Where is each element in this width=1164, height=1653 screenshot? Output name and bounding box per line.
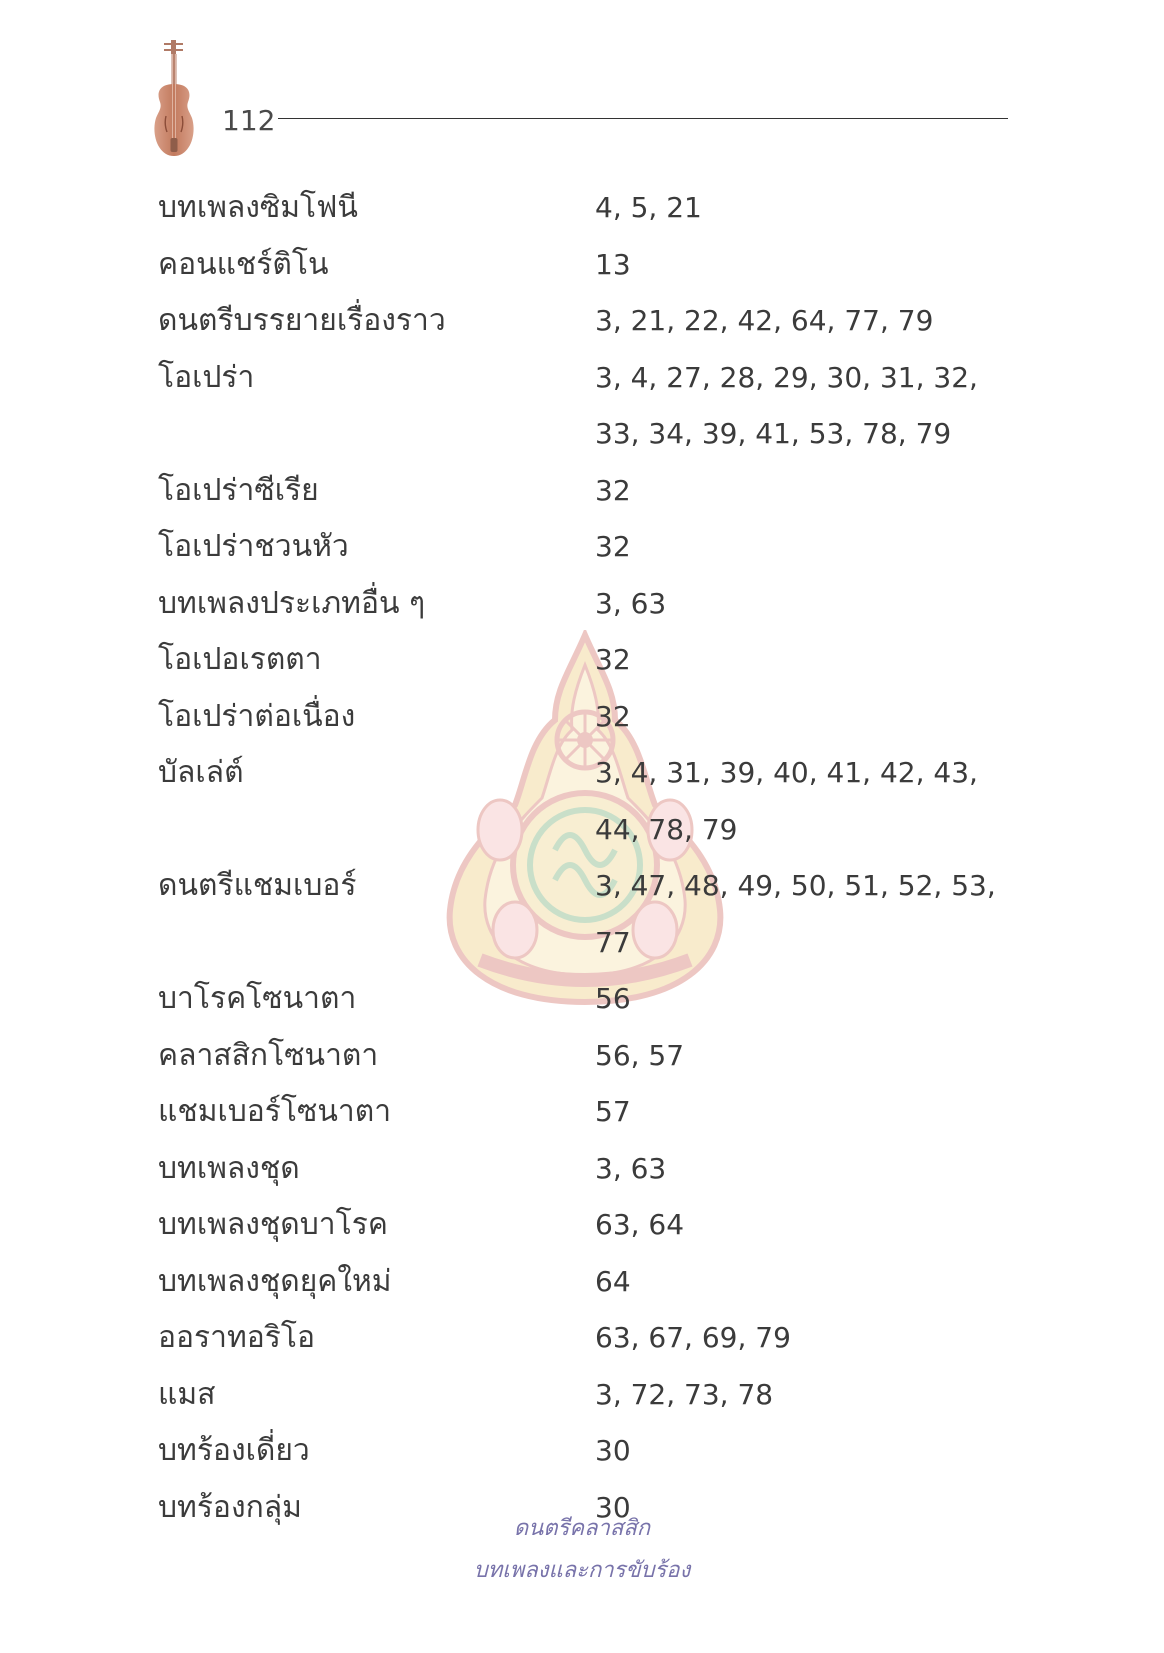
- index-term: โอเปร่าชวนหัว: [158, 529, 349, 564]
- index-term: บทเพลงชุด: [158, 1150, 300, 1186]
- index-row: [158, 576, 1018, 633]
- index-pages: 3, 21, 22, 42, 64, 77, 79: [595, 304, 934, 337]
- index-pages: 64: [595, 1264, 631, 1298]
- index-row: [158, 180, 1018, 237]
- index-row: [158, 1310, 1018, 1367]
- footer-book-title: ดนตรีคลาสสิก: [513, 1516, 651, 1541]
- index-term: บทเพลงชุดบาโรค: [158, 1207, 388, 1242]
- index-pages: 30: [595, 1434, 631, 1467]
- index-row: [158, 858, 1018, 971]
- index-term: บทร้องกลุ่ม: [158, 1489, 302, 1525]
- index-pages: 3, 63: [595, 586, 667, 620]
- index-term: บาโรคโซนาตา: [158, 981, 357, 1016]
- index-term: คอนแชร์ติโน: [158, 246, 329, 282]
- index-row: [158, 1254, 1018, 1311]
- index-term: โอเปอเรตตา: [158, 642, 322, 677]
- index-row: [158, 1084, 1018, 1141]
- page-header: [150, 38, 1010, 163]
- index-term: บทร้องเดี่ยว: [158, 1433, 310, 1468]
- index-pages: 56: [595, 982, 631, 1015]
- index-term: แชมเบอร์โซนาตา: [158, 1094, 392, 1129]
- index-row: [158, 745, 1018, 858]
- index-term: โอเปร่าต่อเนื่อง: [158, 698, 356, 734]
- index-term: ดนตรีแชมเบอร์: [158, 868, 357, 903]
- index-row: [158, 350, 1018, 463]
- index-term: คลาสสิกโซนาตา: [158, 1037, 379, 1073]
- index-pages: 3, 72, 73, 78: [595, 1377, 774, 1411]
- index-pages: 56, 57: [595, 1038, 685, 1072]
- footer-book-subtitle: บทเพลงและการขับร้อง: [473, 1558, 691, 1583]
- index-row: [158, 237, 1018, 294]
- index-row: [158, 1028, 1018, 1085]
- header-rule: [278, 118, 1008, 119]
- index-term: ออราทอริโอ: [158, 1320, 316, 1355]
- index-row: [158, 463, 1018, 520]
- index-pages: 3, 4, 27, 28, 29, 30, 31, 32, 33, 34, 39, 41, 53, 78, 79: [595, 360, 978, 450]
- index-pages: 32: [595, 473, 631, 507]
- index-term: บทเพลงซิมโฟนี: [158, 190, 358, 225]
- index-row: [158, 293, 1018, 350]
- index-pages: 57: [595, 1095, 631, 1128]
- index-row: [158, 1423, 1018, 1480]
- index-row: [158, 1197, 1018, 1254]
- index-row: [158, 1367, 1018, 1424]
- index-row: [158, 519, 1018, 576]
- index-pages: 63, 67, 69, 79: [595, 1321, 791, 1354]
- index-term: แมส: [158, 1376, 216, 1412]
- index-pages: 3, 4, 31, 39, 40, 41, 42, 43, 44, 78, 79: [595, 756, 978, 846]
- index-pages: 32: [595, 643, 631, 676]
- index-list: [158, 180, 1018, 1536]
- index-pages: 32: [595, 699, 631, 733]
- index-term: บทเพลงชุดยุคใหม่: [158, 1263, 392, 1299]
- index-pages: 32: [595, 530, 631, 563]
- index-pages: 4, 5, 21: [595, 191, 702, 224]
- index-pages: 3, 63: [595, 1151, 667, 1185]
- index-term: บทเพลงประเภทอื่น ๆ: [158, 585, 426, 621]
- index-term: ดนตรีบรรยายเรื่องราว: [158, 303, 446, 338]
- violin-icon: [150, 38, 198, 160]
- index-row: [158, 1141, 1018, 1198]
- index-row: [158, 689, 1018, 746]
- index-pages: 30: [595, 1490, 631, 1524]
- index-row: [158, 632, 1018, 689]
- index-pages: 13: [595, 247, 631, 281]
- index-term: บัลเล่ต์: [158, 755, 244, 790]
- index-pages: 3, 47, 48, 49, 50, 51, 52, 53, 77: [595, 869, 996, 959]
- page-number: 112: [222, 104, 276, 137]
- index-term: โอเปร่าซีเรีย: [158, 472, 319, 508]
- index-pages: 63, 64: [595, 1208, 685, 1241]
- index-row: [158, 971, 1018, 1028]
- index-term: โอเปร่า: [158, 359, 255, 395]
